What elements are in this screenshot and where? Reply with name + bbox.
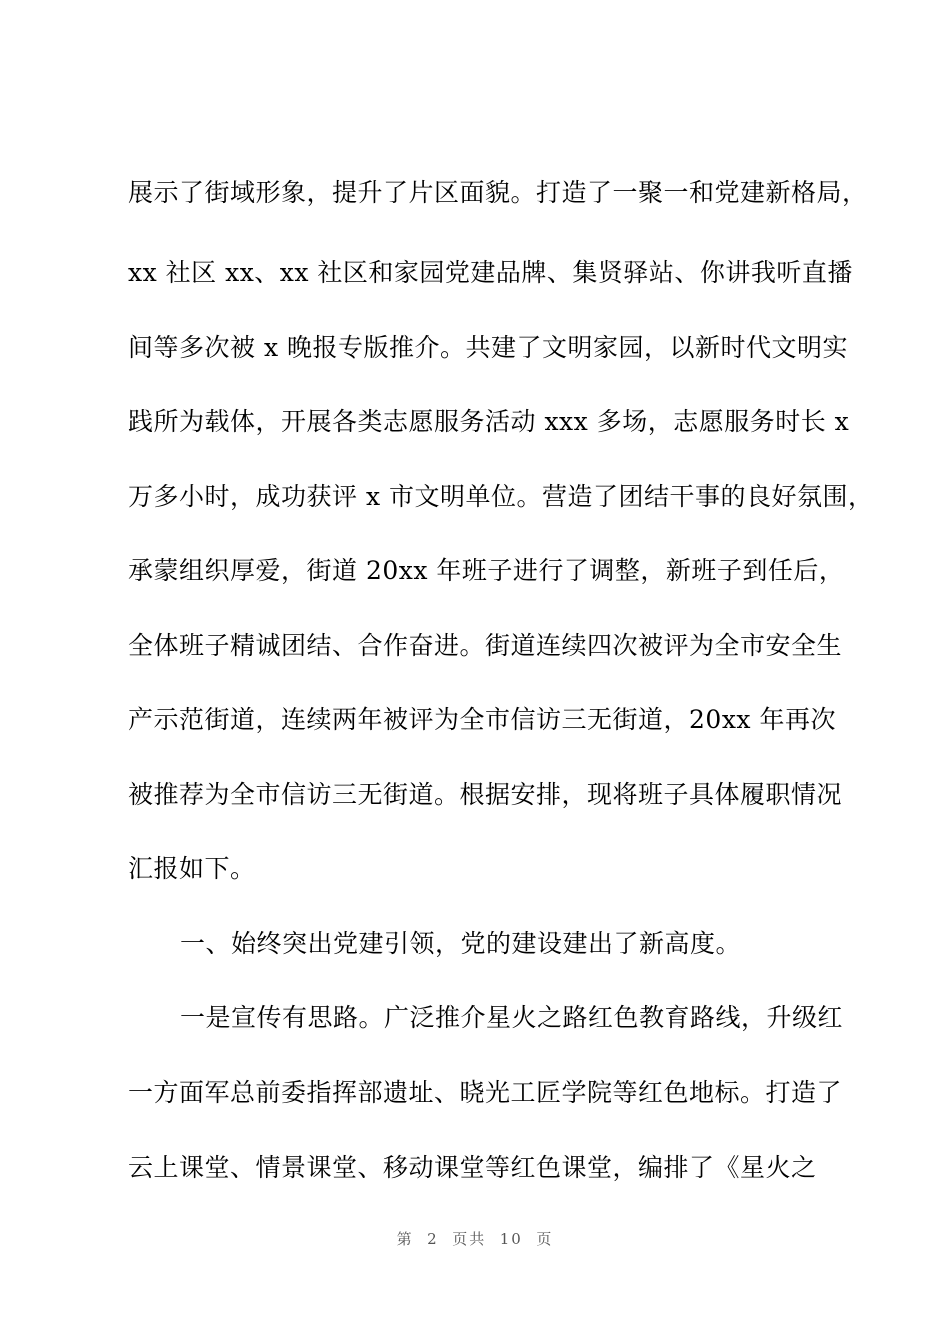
- text-line: 汇报如下。: [128, 854, 256, 883]
- text-line: 云上课堂、情景课堂、移动课堂等红色课堂，编排了《星火之: [128, 1153, 817, 1182]
- page-number-footer: 第 2 页共 10 页: [396, 1230, 554, 1248]
- text-line: 一是宣传有思路。广泛推介星火之路红色教育路线，升级红: [180, 1003, 844, 1032]
- text-line: 万多小时，成功获评 x 市文明单位。营造了团结干事的良好氛围，: [128, 482, 874, 511]
- text-line: 间等多次被 x 晚报专版推介。共建了文明家园，以新时代文明实: [128, 333, 848, 362]
- text-line: 践所为载体，开展各类志愿服务活动 xxx 多场，志愿服务时长 x: [128, 407, 850, 436]
- text-line: 全体班子精诚团结、合作奋进。街道连续四次被评为全市安全生: [128, 631, 843, 660]
- text-line: 产示范街道，连续两年被评为全市信访三无街道，20xx 年再次: [128, 705, 836, 734]
- text-line: 一方面军总前委指挥部遗址、晓光工匠学院等红色地标。打造了: [128, 1078, 843, 1107]
- text-line: 展示了街域形象，提升了片区面貌。打造了一聚一和党建新格局，: [128, 178, 868, 207]
- section-heading: 一、始终突出党建引领，党的建设建出了新高度。: [180, 929, 742, 958]
- text-line: xx 社区 xx、xx 社区和家园党建品牌、集贤驿站、你讲我听直播: [128, 258, 853, 287]
- text-line: 承蒙组织厚爱，街道 20xx 年班子进行了调整，新班子到任后，: [128, 556, 845, 585]
- text-line: 被推荐为全市信访三无街道。根据安排，现将班子具体履职情况: [128, 780, 843, 809]
